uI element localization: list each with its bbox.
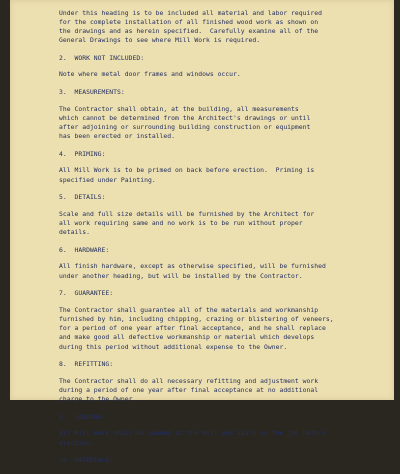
body-text-line: during a period of one year after final acceptance at no additional xyxy=(59,385,319,394)
section-body xyxy=(59,70,389,79)
body-text-line: erection. xyxy=(59,438,94,447)
section-heading: 9. SANDING: xyxy=(59,412,106,421)
spec-section xyxy=(59,193,389,237)
section-body xyxy=(59,105,389,142)
body-text-line: Scale and full size details will be furnished by the Architect for xyxy=(59,209,315,218)
section-body xyxy=(59,210,389,238)
body-text-line: has been erected or installed. xyxy=(59,132,176,141)
section-heading xyxy=(59,0,389,1)
spec-section xyxy=(59,0,389,45)
section-body xyxy=(59,166,389,184)
body-text-line: the drawings and as herein specified. Carefully examine all of the xyxy=(59,26,319,35)
body-text-line: specified under Painting. xyxy=(59,175,156,184)
section-heading: 10. MATERIALS: xyxy=(59,456,114,465)
body-text-line: details. xyxy=(59,228,90,237)
body-text-line: Note where metal door frames and windows occur. xyxy=(59,70,241,79)
section-heading: 5. DETAILS: xyxy=(59,193,106,202)
section-body xyxy=(59,306,389,352)
section-heading: 4. PRIMING: xyxy=(59,149,106,158)
body-text-line: The Contractor shall obtain, at the building, all measurements xyxy=(59,104,299,113)
body-text-line: General Drawings to see where Mill Work is required. xyxy=(59,36,261,45)
body-text-line: after adjoining or surrounding building construction or equipment xyxy=(59,122,311,131)
body-text-line: The Contractor shall do all necessary refitting and adjustment work xyxy=(59,376,319,385)
spec-section xyxy=(59,150,389,185)
section-heading: 2. WORK NOT INCLUDED: xyxy=(59,53,145,62)
spec-section xyxy=(59,413,389,448)
spec-section xyxy=(59,246,389,281)
body-text-line: all work requiring same and no work is to be run without proper xyxy=(59,218,303,227)
document-content xyxy=(59,0,389,474)
document-page xyxy=(10,0,394,465)
spec-section xyxy=(59,456,389,465)
body-text-line: charge to the Owner. xyxy=(59,395,137,404)
spec-section xyxy=(59,88,389,141)
section-heading: 8. REFITTING: xyxy=(59,360,114,369)
body-text-line: All finish hardware, except as otherwise specified, will be furnished xyxy=(59,262,326,271)
section-body xyxy=(59,262,389,280)
spec-section xyxy=(59,360,389,404)
section-body xyxy=(59,9,389,46)
spec-section xyxy=(59,289,389,352)
section-body xyxy=(59,429,389,447)
body-text-line: which cannot be determined from the Architect's drawings or until xyxy=(59,113,311,122)
section-heading: 3. MEASUREMENTS: xyxy=(59,88,125,97)
spec-section xyxy=(59,54,389,80)
body-text-line: and make good all defective workmanship or material which develops xyxy=(59,333,315,342)
body-text-line: under another heading, but will be installed by the Contractor. xyxy=(59,271,303,280)
body-text-line: All Mill Work is to be primed on back before erection. Priming is xyxy=(59,166,315,175)
body-text-line: furnished by him, including chipping, crazing or blistering of veneers, xyxy=(59,314,334,323)
body-text-line: Under this heading is to be included all material and labor required xyxy=(59,8,322,17)
body-text-line: during this period without additional expense to the Owner. xyxy=(59,342,288,351)
section-body xyxy=(59,377,389,405)
body-text-line: All Mill Work shall be sanded at the mill and again on the job before xyxy=(59,429,326,438)
body-text-line: for the complete installation of all finished wood work as shown on xyxy=(59,17,319,26)
body-text-line: The Contractor shall guarantee all of the materials and workmanship xyxy=(59,305,319,314)
body-text-line: for a period of one year after final acceptance, and he shall replace xyxy=(59,324,326,333)
section-heading: 7. GUARANTEE: xyxy=(59,289,114,298)
section-heading: 6. HARDWARE: xyxy=(59,245,110,254)
